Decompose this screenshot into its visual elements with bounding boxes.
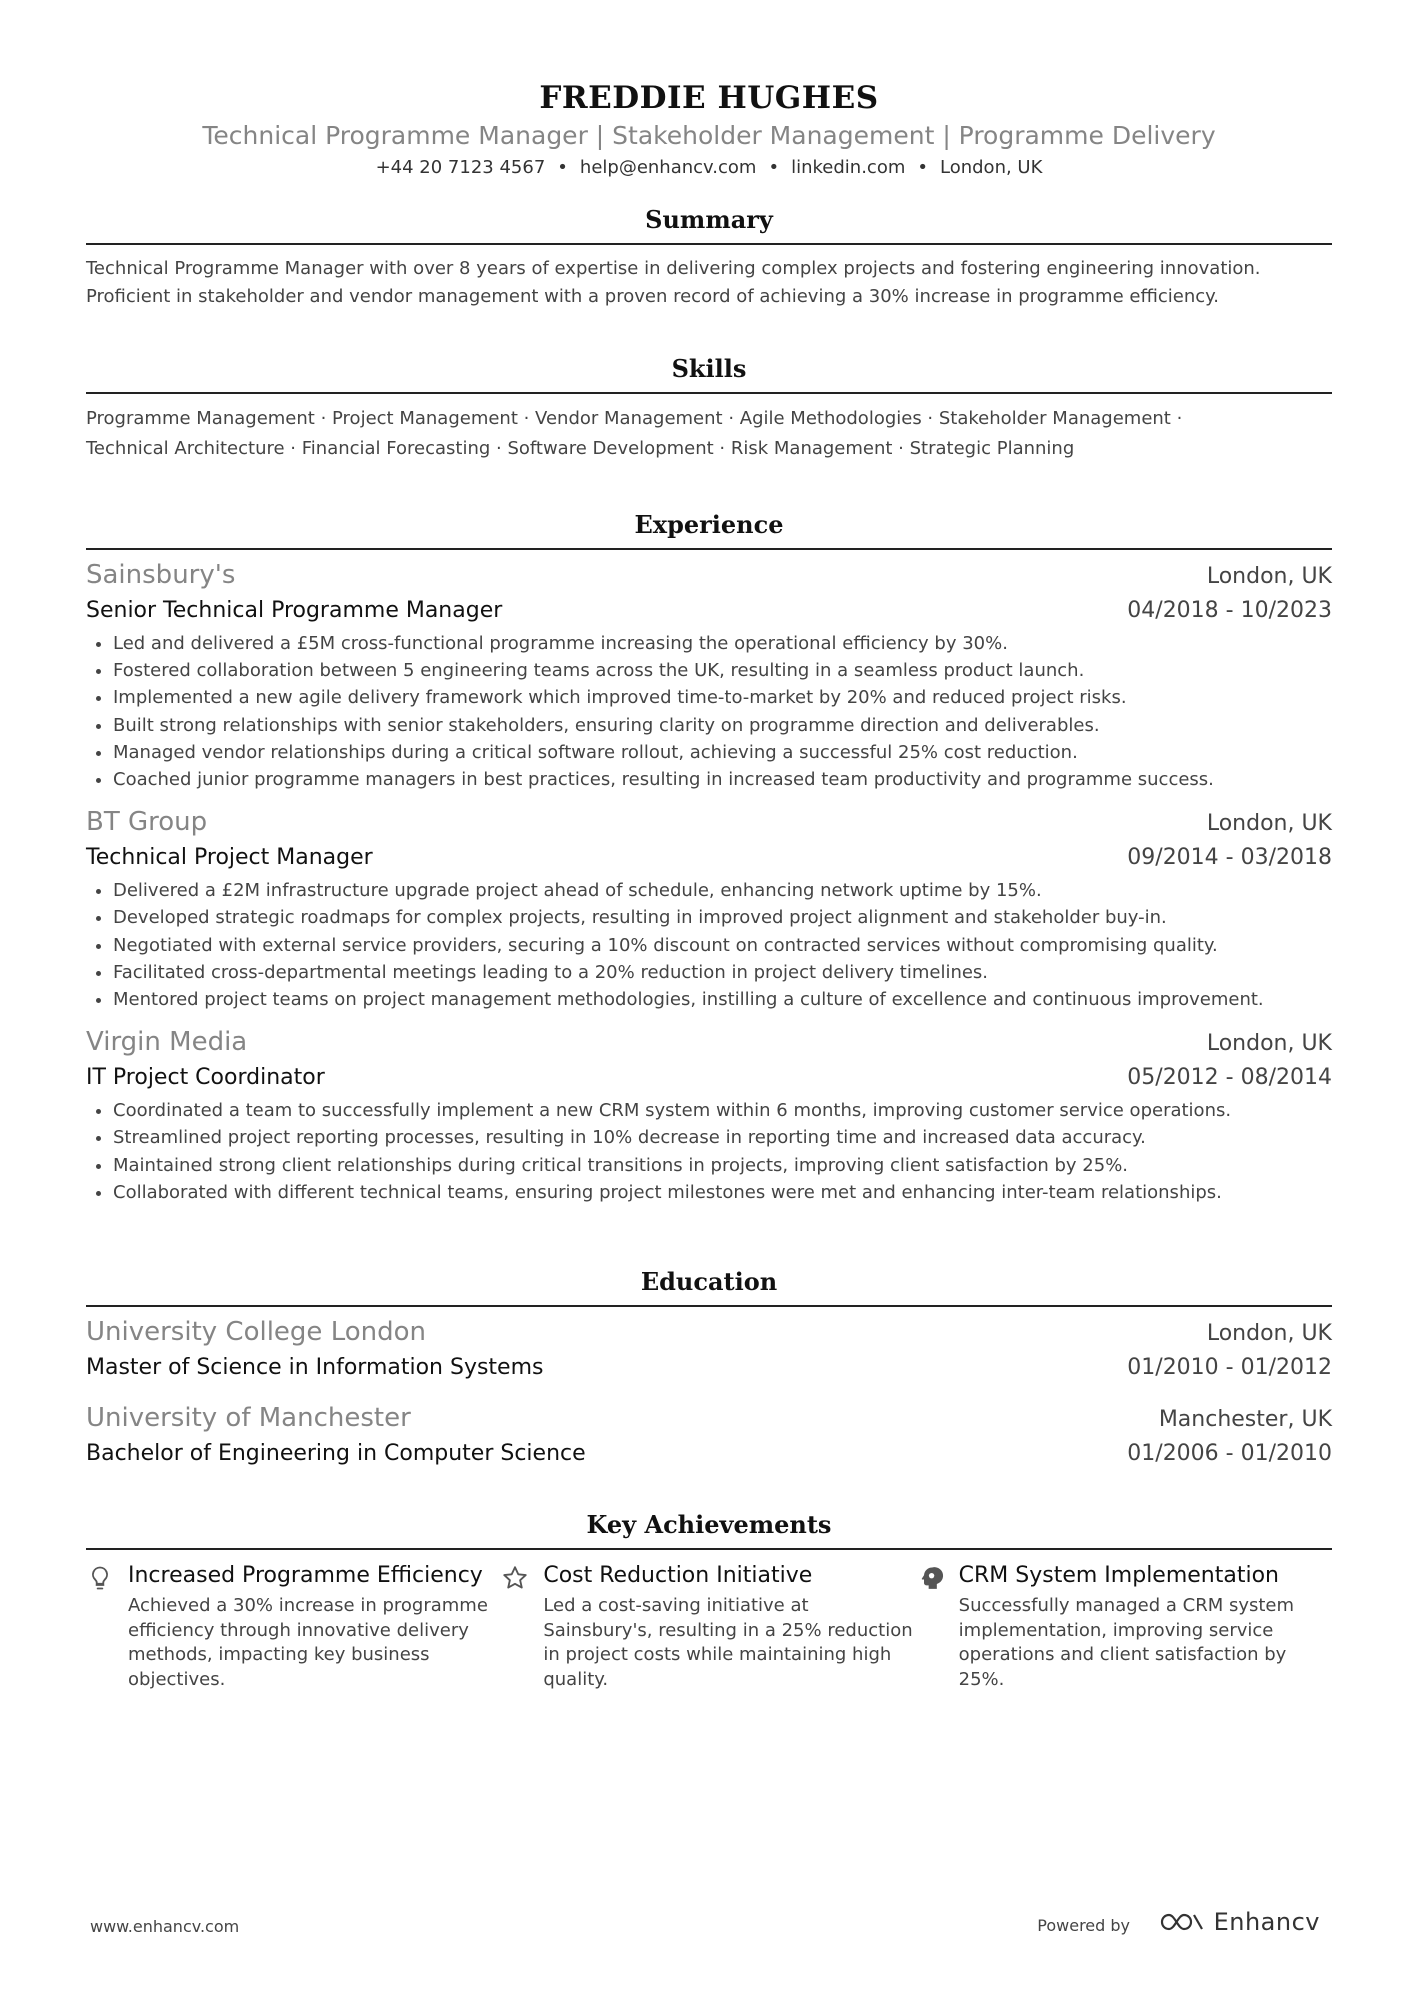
powered-by-label: Powered by [1037,1916,1130,1935]
candidate-name: FREDDIE HUGHES [539,80,879,116]
bullet-item: • Developed strategic roadmaps for complex projects, resulting in improved project alignment and stakeholder buy-in. [113,904,1332,931]
job-entry [86,805,1332,1013]
bullet-item: • Collaborated with different technical teams, ensuring project milestones were met and enhancing inter-team relationships. [113,1179,1332,1206]
job-header [86,805,1332,841]
section-title-education: Education [86,1265,1332,1307]
education-degree: Bachelor of Engineering in Computer Science [86,1441,586,1466]
job-dates: 09/2014 - 03/2018 [1127,845,1332,871]
education-school: University College London [86,1317,426,1347]
bullet-item: • Mentored project teams on project management methodologies, instilling a culture of excellence and continuous improvement. [113,986,1332,1013]
skills-line: Programme Management · Project Management · Vendor Management · Agile Methodologies · Stakeholder Management · [86,408,1183,429]
job-role: Technical Project Manager [86,845,373,871]
lightbulb-icon [86,1560,128,1692]
bullet-item: • Led and delivered a £5M cross-functional programme increasing the operational efficiency by 30%. [113,630,1332,657]
job-dates: 05/2012 - 08/2014 [1127,1065,1332,1091]
bullet-item: • Coordinated a team to successfully implement a new CRM system within 6 months, improving customer service operations. [113,1097,1332,1124]
bullet-item: • Streamlined project reporting processes, resulting in 10% decrease in reporting time and increased data accuracy. [113,1124,1332,1151]
education-header [86,1315,1332,1351]
education-subheader [86,1437,1332,1471]
achievement-desc: Successfully managed a CRM system implementation, improving service operations and client satisfaction by 25%. [958,1595,1295,1690]
contact-line [86,154,1332,182]
education-school: University of Manchester [86,1403,411,1433]
job-company: Virgin Media [86,1027,248,1058]
contact-email[interactable]: help@enhancv.com [579,157,757,178]
job-entry [86,1025,1332,1206]
skills-line: Technical Architecture · Financial Forecasting · Software Development · Risk Management · Strategic Planning [86,438,1075,459]
job-entry [86,558,1332,793]
achievement-item [501,1560,916,1692]
bullet-separator: • [557,157,568,178]
job-location: London, UK [1206,564,1332,589]
job-location: London, UK [1206,811,1332,837]
bullet-item: • Built strong relationships with senior stakeholders, ensuring clarity on programme direction and deliverables. [113,712,1332,739]
job-role: Senior Technical Programme Manager [86,598,503,623]
achievement-title: CRM System Implementation [958,1563,1279,1588]
bullet-item: • Maintained strong client relationships during critical transitions in projects, improving client satisfaction by 25%. [113,1152,1332,1179]
education-entry [86,1401,1332,1471]
achievements-section [86,1508,1332,1692]
resume-header [86,0,1332,182]
resume-page [86,0,1332,1690]
education-dates: 01/2006 - 01/2010 [1127,1441,1332,1466]
achievement-title: Cost Reduction Initiative [543,1563,813,1588]
contact-location: London, UK [940,157,1043,178]
bullet-item: • Managed vendor relationships during a critical software rollout, achieving a successful 25% cost reduction. [113,739,1332,766]
bullet-item: • Implemented a new agile delivery framework which improved time-to-market by 20% and reduced project risks. [113,684,1332,711]
education-entry [86,1315,1332,1385]
bullet-separator: • [768,157,780,178]
enhancv-logo-text: Enhancv [1213,1908,1320,1936]
contact-linkedin[interactable]: linkedin.com [791,157,906,178]
bullet-item: • Fostered collaboration between 5 engineering teams across the UK, resulting in a seamless product launch. [113,657,1332,684]
job-bullets [86,877,1332,1013]
enhancv-logo-icon [1158,1910,1206,1934]
education-subheader [86,1351,1332,1385]
education-location: Manchester, UK [1158,1407,1332,1432]
achievement-body [959,1560,1329,1692]
job-subheader [86,1061,1332,1095]
bullet-item: • Delivered a £2M infrastructure upgrade project ahead of schedule, enhancing network uptime by 15%. [113,877,1332,904]
contact-phone: +44 20 7123 4567 [375,157,546,178]
skills-list [86,404,1332,464]
achievement-body [128,1560,498,1692]
achievement-item [917,1560,1332,1692]
job-company: Sainsbury's [86,560,236,590]
job-location: London, UK [1206,1031,1332,1057]
education-location: London, UK [1206,1321,1332,1346]
bullet-item: • Facilitated cross-departmental meetings leading to a 20% reduction in project delivery timelines. [113,959,1332,986]
enhancv-logo[interactable] [1158,1908,1320,1936]
job-header [86,558,1332,594]
page-footer [90,1908,1320,1948]
section-title-experience: Experience [86,508,1332,550]
achievement-item [86,1560,501,1692]
section-title-achievements: Key Achievements [86,1508,1332,1550]
education-dates: 01/2010 - 01/2012 [1127,1355,1332,1380]
section-title-summary: Summary [86,203,1332,245]
job-bullets [86,630,1332,793]
footer-url[interactable]: www.enhancv.com [90,1917,240,1936]
job-header [86,1025,1332,1061]
job-bullets [86,1097,1332,1206]
summary-text: Technical Programme Manager with over 8 years of expertise in delivering complex projects and fostering engineering innovation. Proficient in stakeholder and vendor management with a proven record of achieving a 30% increase in programme efficiency. [86,258,1261,307]
skills-section [86,352,1332,464]
achievements-grid [86,1560,1332,1692]
education-degree: Master of Science in Information Systems [86,1355,544,1380]
job-role: IT Project Coordinator [86,1065,325,1091]
summary-section [86,203,1332,311]
candidate-tagline: Technical Programme Manager | Stakeholder Management | Programme Delivery [202,121,1216,150]
achievement-title: Increased Programme Efficiency [128,1563,483,1588]
achievement-body [543,1560,913,1692]
head-gear-icon [917,1560,959,1692]
achievement-desc: Achieved a 30% increase in programme efficiency through innovative delivery methods, impacting key business objectives. [128,1595,488,1690]
job-dates: 04/2018 - 10/2023 [1127,598,1332,623]
bullet-item: • Coached junior programme managers in best practices, resulting in increased team productivity and programme success. [113,766,1332,793]
job-subheader [86,841,1332,875]
job-subheader [86,594,1332,628]
job-company: BT Group [86,807,208,838]
achievement-desc: Led a cost-saving initiative at Sainsbury's, resulting in a 25% reduction in project costs while maintaining high quality. [543,1595,913,1690]
star-icon [501,1560,543,1692]
education-header [86,1401,1332,1437]
experience-section [86,508,1332,1206]
section-title-skills: Skills [86,352,1332,394]
bullet-separator: • [917,157,928,178]
education-section [86,1265,1332,1471]
bullet-item: • Negotiated with external service providers, securing a 10% discount on contracted services without compromising quality. [113,932,1332,959]
